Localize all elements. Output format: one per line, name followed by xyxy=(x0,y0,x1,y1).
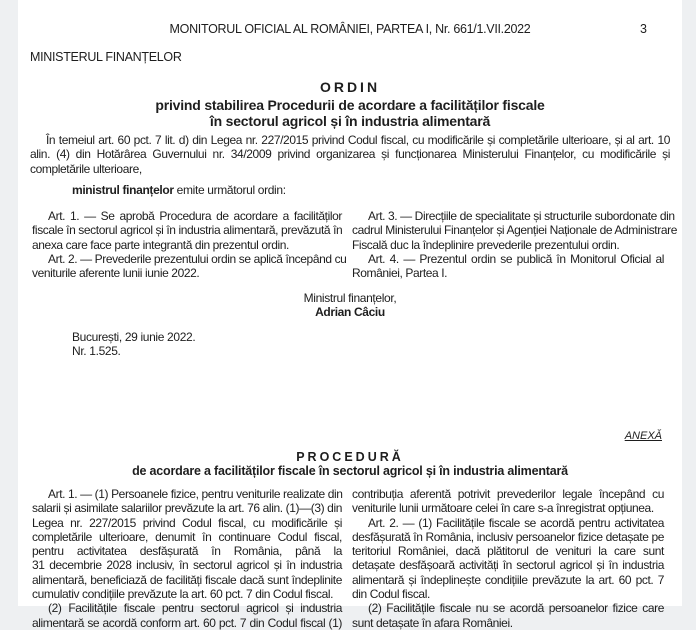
text-line: veniturile aferente lunii iunie 2022. xyxy=(32,266,200,281)
issuing-ministry: MINISTERUL FINANȚELOR xyxy=(30,50,182,64)
issuing-minister: ministrul finanțelor xyxy=(72,183,174,197)
text-line: (2) Facilitățile fiscale nu se acordă persoanelor fizice care xyxy=(368,601,664,616)
procedure-subtitle: de acordare a facilităților fiscale în sectorul agricol și în industria alimentară xyxy=(132,464,568,478)
text-line: anexa care face parte integrantă din prezentul ordin. xyxy=(32,237,289,252)
text-line: desfășurată în România, inclusiv persoanelor fizice detașate pe xyxy=(352,529,664,544)
text-line: detașate desfășoară activități în sectorul agricol și în industria xyxy=(352,558,664,573)
text-line: completările ulterioare, denumit în continuare Codul fiscal, xyxy=(32,529,342,544)
text-line: teritoriul României, dacă plătitorul de venituri la care sunt xyxy=(352,544,664,559)
text-line: cadrul Ministerului Finanțelor și Agenției Naționale de Administrare xyxy=(352,223,677,238)
running-header: MONITORUL OFICIAL AL ROMÂNIEI, PARTEA I, Nr. 661/1.VII.2022 xyxy=(169,22,531,36)
text-line: Art. 2. — (1) Facilitățile fiscale se acordă pentru activitatea xyxy=(368,515,664,530)
text-line: alimentară, beneficiază de facilități fiscale dacă sunt îndeplinite xyxy=(32,572,342,587)
order-number: Nr. 1.525. xyxy=(72,344,121,358)
text-line: Fiscală duc la îndeplinire prevederile prezentului ordin. xyxy=(352,237,620,252)
preamble-line: alin. (4) din Hotărârea Guvernului nr. 34/2009 privind organizarea și funcționarea Ministerului Finanțelor, cu modificările și xyxy=(30,147,670,162)
text-line: sunt detașate în afara României. xyxy=(352,615,513,630)
order-title-line: în sectorul agricol și în industria alimentară xyxy=(209,113,491,129)
order-right-column xyxy=(352,209,677,281)
text-line: contribuția aferentă potrivit prevederilor legale începând cu xyxy=(352,487,664,501)
preamble-line: completările ulterioare, xyxy=(30,161,142,176)
issuing-text: emite următorul ordin: xyxy=(173,183,286,197)
text-line: din Codul fiscal. xyxy=(352,587,430,602)
text-line: fiscale în sectorul agricol și în industria alimentară, prevăzută în xyxy=(32,223,343,238)
text-line: Art. 1. — (1) Persoanele fizice, pentru veniturile realizate din xyxy=(48,487,343,501)
text-line: Art. 2. — Prevederile prezentului ordin se aplică începând cu xyxy=(48,251,347,266)
text-line: Art. 4. — Prezentul ordin se publică în Monitorul Oficial al xyxy=(368,251,664,266)
text-line: veniturile lunii următoare celei în care s-a înregistrat opțiunea. xyxy=(352,501,654,516)
text-line: 31 decembrie 2028 inclusiv, în sectorul agricol și în industria xyxy=(32,558,342,573)
annex-label: ANEXĂ xyxy=(624,430,662,442)
page-number: 3 xyxy=(640,22,647,36)
issuing-clause xyxy=(72,183,286,197)
annex-left-column xyxy=(32,487,342,630)
procedure-heading: PROCEDURĂ xyxy=(296,450,404,464)
text-line: României, Partea I. xyxy=(352,266,448,281)
document-page xyxy=(18,0,682,630)
text-line: Art. 1. — Se aprobă Procedura de acordare a facilităților xyxy=(48,209,342,223)
text-line: cumulativ condițiile prevăzute la art. 60 pct. 7 din Codul fiscal. xyxy=(32,587,334,602)
annex-right-column xyxy=(352,487,664,630)
place-date: București, 29 iunie 2022. xyxy=(72,330,196,344)
order-left-column xyxy=(32,209,347,281)
preamble-line: În temeiul art. 60 pct. 7 lit. d) din Legea nr. 227/2015 privind Codul fiscal, cu modificările și completările ulterioare, și al art. 10 xyxy=(46,133,670,147)
text-line: alimentară se acordă conform art. 60 pct. 7 din Codul fiscal (1) xyxy=(32,615,342,630)
preamble xyxy=(30,133,670,176)
text-line: salarii și asimilate salariilor prevăzute la art. 76 alin. (1)—(3) din xyxy=(32,501,342,516)
text-line: (2) Facilitățile fiscale pentru sectorul agricol și industria xyxy=(48,601,342,616)
text-line: pentru activitatea desfășurată în România, până la xyxy=(32,544,342,559)
text-line: alimentară și îndeplinește condițiile prevăzute la art. 60 pct. 7 xyxy=(352,572,664,587)
signatory-role: Ministrul finanțelor, xyxy=(303,291,397,305)
order-title-line: privind stabilirea Procedurii de acordare a facilităților fiscale xyxy=(155,97,545,113)
text-line: Legea nr. 227/2015 privind Codul fiscal, cu modificările și xyxy=(32,515,342,530)
text-line: Art. 3. — Direcțiile de specialitate și structurile subordonate din xyxy=(368,209,675,223)
signatory-name: Adrian Câciu xyxy=(315,305,385,319)
order-heading: ORDIN xyxy=(319,79,381,95)
